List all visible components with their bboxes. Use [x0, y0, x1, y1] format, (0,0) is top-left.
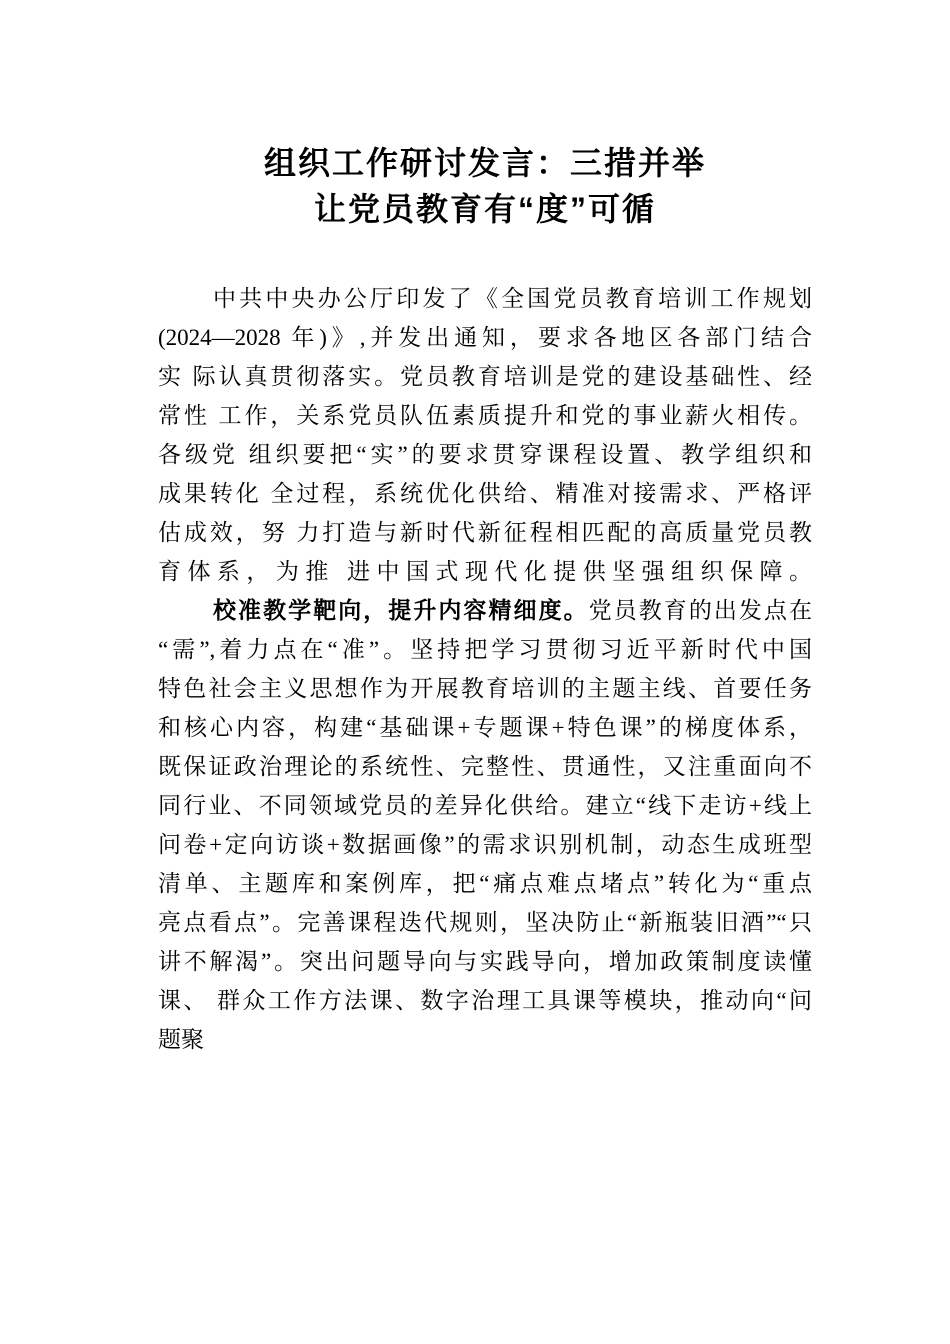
text-run: (2024—2028 年)》,并发出通知，要求各地区各部门结合: [158, 325, 812, 350]
text-run: 课、 群众工作方法课、数字治理工具课等模块，推动向“问: [158, 988, 812, 1013]
text-line: [158, 825, 812, 864]
text-line: [158, 552, 812, 591]
text-run: 亮点看点”。完善课程迭代规则，坚决防止“新瓶装旧酒”“只: [158, 910, 812, 935]
text-line: [158, 669, 812, 708]
text-run: 常性 工作，关系党员队伍素质提升和党的事业薪火相传。: [158, 403, 812, 428]
text-line: [158, 864, 812, 903]
text-line: [158, 630, 812, 669]
text-line: [158, 474, 812, 513]
text-run: 同行业、不同领域党员的差异化供给。建立“线下走访+线上: [158, 793, 812, 818]
text-line: [158, 279, 812, 318]
text-run: “需”,着力点在“准”。坚持把学习贯彻习近平新时代中国: [158, 637, 812, 662]
text-line: [158, 981, 812, 1020]
text-line: [158, 435, 812, 474]
text-line: [158, 396, 812, 435]
text-line: [158, 942, 812, 981]
document-title: [158, 140, 812, 232]
text-line: [158, 357, 812, 396]
text-run: 育体系，为推 进中国式现代化提供坚强组织保障。: [158, 559, 812, 584]
text-run: 特色社会主义思想作为开展教育培训的主题主线、首要任务: [158, 676, 812, 701]
text-run: 和核心内容，构建“基础课+专题课+特色课”的梯度体系，: [158, 715, 812, 740]
text-line: [158, 786, 812, 825]
text-run: 成果转化 全过程，系统优化供给、精准对接需求、严格评: [158, 481, 812, 506]
text-run: 各级党 组织要把“实”的要求贯穿课程设置、教学组织和: [158, 442, 812, 467]
text-line: [158, 318, 812, 357]
text-run: 实 际认真贯彻落实。党员教育培训是党的建设基础性、经: [158, 364, 812, 389]
text-run: 中共中央办公厅印发了《全国党员教育培训工作规划: [213, 286, 812, 311]
text-run: 党员教育的出发点在: [588, 598, 813, 623]
text-run: 清单、主题库和案例库，把“痛点难点堵点”转化为“重点: [158, 871, 812, 896]
text-line: [158, 1020, 812, 1059]
text-run: 讲不解渴”。突出问题导向与实践导向，增加政策制度读懂: [158, 949, 812, 974]
paragraph: [158, 591, 812, 1059]
bold-text-run: 校准教学靶向，提升内容精细度。: [213, 597, 589, 623]
title-line-2: 让党员教育有“度”可循: [313, 191, 656, 227]
text-run: 问卷+定向访谈+数据画像”的需求识别机制，动态生成班型: [158, 832, 812, 857]
text-line: [158, 747, 812, 786]
text-run: 既保证政治理论的系统性、完整性、贯通性，又注重面向不: [158, 754, 812, 779]
paragraph: [158, 279, 812, 591]
text-line: [158, 708, 812, 747]
title-line-1: 组织工作研讨发言：三措并举: [263, 145, 706, 181]
text-line: [158, 591, 812, 630]
text-line: [158, 513, 812, 552]
text-run: 题聚: [158, 1027, 204, 1052]
body-paragraphs: [158, 279, 812, 1059]
text-line: [158, 903, 812, 942]
text-run: 估成效，努 力打造与新时代新征程相匹配的高质量党员教: [158, 520, 812, 545]
